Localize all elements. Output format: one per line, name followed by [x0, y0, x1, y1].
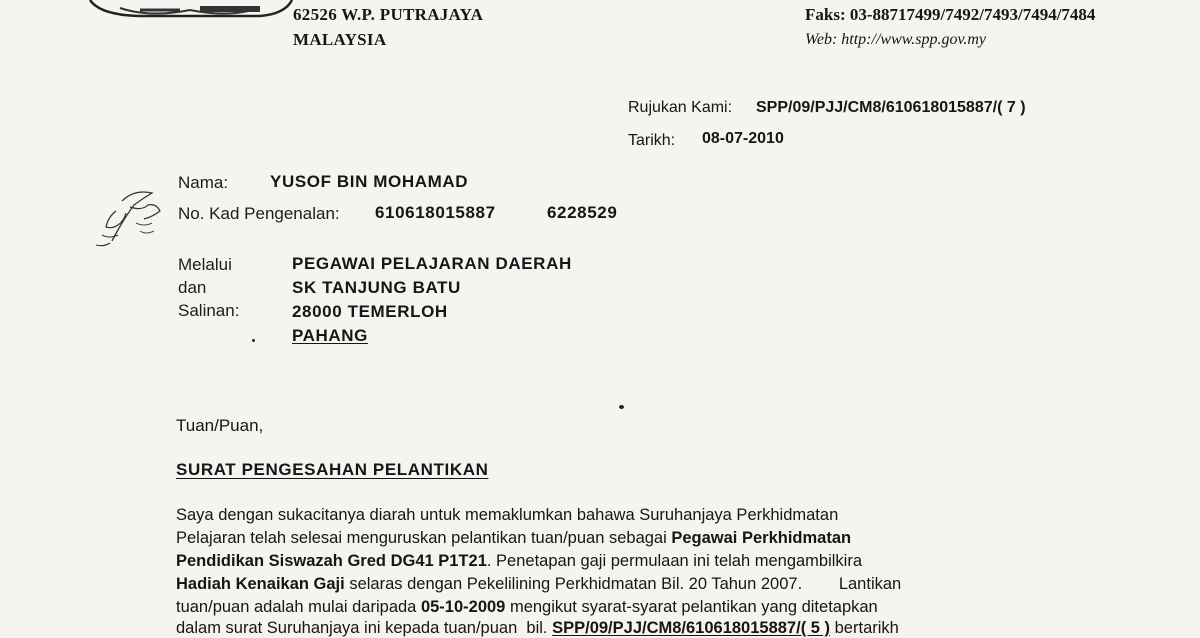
letterhead-web: Web: http://www.spp.gov.my [805, 31, 987, 48]
body-line-6 [176, 619, 899, 638]
via-line-state: PAHANG [292, 326, 369, 345]
date-value: 08-07-2010 [702, 130, 784, 147]
letter-subject: SURAT PENGESAHAN PELANTIKAN [176, 460, 489, 479]
body-text: . Penetapan gaji permulaan ini telah mengambilkira [486, 552, 863, 570]
copy-label: Salinan: [178, 301, 240, 320]
body-bold-reference: SPP/09/PJJ/CM8/610618015887/( 5 ) [552, 619, 831, 637]
salutation: Tuan/Puan, [176, 416, 264, 435]
via-line-officer: PEGAWAI PELAJARAN DAERAH [292, 254, 572, 273]
body-text: bertarikh [830, 619, 899, 637]
scan-speck [252, 339, 255, 342]
body-text: dalam surat Suruhanjaya ini kepada tuan/puan bil. [176, 619, 553, 637]
via-line-school: SK TANJUNG BATU [292, 278, 461, 297]
handwritten-annotation [82, 183, 172, 263]
reference-value: SPP/09/PJJ/CM8/610618015887/( 7 ) [756, 99, 1026, 116]
ic-label: No. Kad Pengenalan: [178, 204, 340, 223]
body-line-1 [176, 506, 838, 525]
crest-logo-fragment [80, 0, 300, 20]
body-bold-date: 05-10-2009 [420, 598, 506, 616]
name-value: YUSOF BIN MOHAMAD [270, 172, 469, 191]
body-text: tuan/puan adalah mulai daripada [176, 598, 421, 616]
body-line-5 [176, 598, 878, 617]
and-label: dan [178, 278, 207, 297]
body-bold-text: Hadiah Kenaikan Gaji [176, 575, 345, 593]
scan-speck [619, 405, 624, 409]
body-line-3 [176, 552, 862, 571]
letterhead-fax: Faks: 03-88717499/7492/7493/7494/7484 [805, 5, 1096, 24]
body-bold-text: Pegawai Perkhidmatan [671, 529, 852, 547]
ic-value: 610618015887 [375, 203, 496, 222]
date-label: Tarikh: [628, 132, 676, 149]
body-line-2 [176, 529, 851, 548]
body-text: Saya dengan sukacitanya diarah untuk memaklumkan bahawa Suruhanjaya Perkhidmatan [176, 506, 839, 524]
body-line-4 [176, 575, 901, 594]
body-text: selaras dengan Pekelilining Perkhidmatan Bil. 20 Tahun 2007. Lantikan [344, 575, 902, 593]
name-label: Nama: [178, 173, 229, 192]
via-line-postcode: 28000 TEMERLOH [292, 302, 448, 321]
body-text: mengikut syarat-syarat pelantikan yang ditetapkan [505, 598, 878, 616]
body-bold-text: Pendidikan Siswazah Gred DG41 P1T21 [176, 552, 487, 570]
ic-extra-number: 6228529 [547, 203, 618, 222]
body-text: Pelajaran telah selesai menguruskan pelantikan tuan/puan sebagai [176, 529, 667, 547]
via-label: Melalui [178, 255, 232, 274]
letterhead-postcode-city: 62526 W.P. PUTRAJAYA [293, 5, 484, 24]
reference-label: Rujukan Kami: [628, 99, 733, 116]
letterhead-country: MALAYSIA [293, 30, 387, 49]
